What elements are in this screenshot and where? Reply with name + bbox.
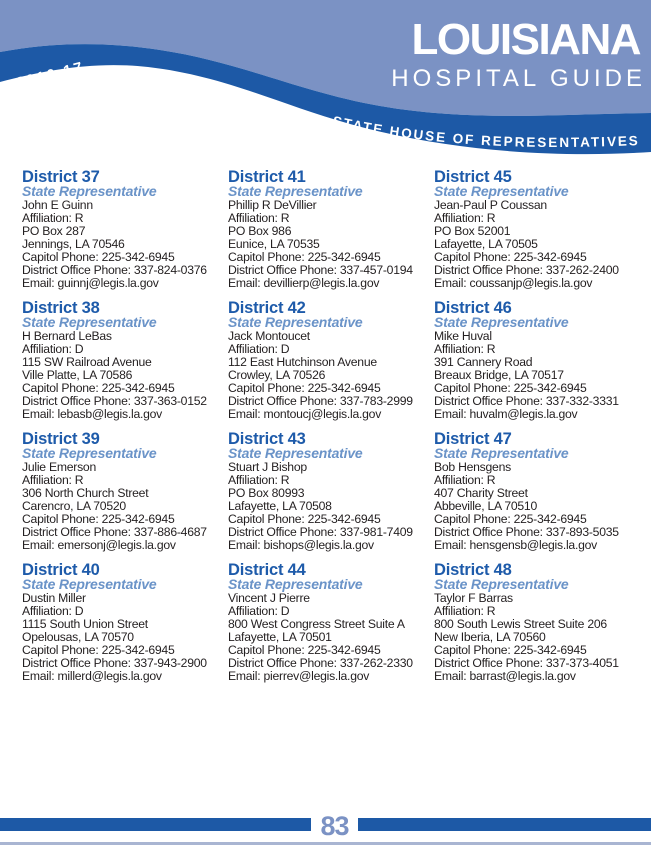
capitol-phone-line: Capitol Phone: 225-342-6945	[434, 642, 587, 657]
affiliation-line: Affiliation: D	[22, 603, 84, 618]
edition-label: 2016-17	[14, 58, 86, 92]
name-line: H Bernard LeBas	[22, 328, 112, 343]
role-label: State Representative	[22, 183, 157, 199]
banner-label: STATE HOUSE OF REPRESENTATIVES	[331, 113, 641, 150]
district-entry	[228, 170, 434, 301]
address-line-1: 1115 South Union Street	[22, 616, 148, 631]
district-entry	[434, 563, 640, 694]
email-line: Email: pierrev@legis.la.gov	[228, 669, 370, 684]
email-line: Email: hensgensb@legis.la.gov	[434, 538, 597, 553]
district-heading: District 38	[22, 299, 100, 317]
address-line-2: Breaux Bridge, LA 70517	[434, 367, 564, 382]
district-entry	[434, 301, 640, 432]
capitol-phone-line: Capitol Phone: 225-342-6945	[22, 511, 175, 526]
address-line-2: Abbeville, LA 70510	[434, 498, 537, 513]
role-label: State Representative	[434, 314, 569, 330]
address-line-1: 306 North Church Street	[22, 485, 149, 500]
role-label: State Representative	[434, 445, 569, 461]
affiliation-line: Affiliation: R	[228, 472, 290, 487]
district-phone-line: District Office Phone: 337-981-7409	[228, 524, 413, 539]
role-label: State Representative	[434, 183, 569, 199]
email-line: Email: millerd@legis.la.gov	[22, 669, 162, 684]
affiliation-line: Affiliation: R	[434, 341, 496, 356]
capitol-phone-line: Capitol Phone: 225-342-6945	[228, 249, 381, 264]
affiliation-line: Affiliation: R	[22, 472, 84, 487]
district-heading: District 43	[228, 430, 306, 448]
role-label: State Representative	[22, 445, 157, 461]
name-line: Phillip R DeVillier	[228, 197, 317, 212]
name-line: Dustin Miller	[22, 590, 86, 605]
district-entry	[22, 170, 228, 301]
district-heading: District 41	[228, 168, 306, 186]
name-line: Julie Emerson	[22, 459, 96, 474]
affiliation-line: Affiliation: R	[434, 603, 496, 618]
address-line-2: Lafayette, LA 70508	[228, 498, 332, 513]
district-heading: District 45	[434, 168, 512, 186]
capitol-phone-line: Capitol Phone: 225-342-6945	[434, 511, 587, 526]
district-entry	[228, 301, 434, 432]
affiliation-line: Affiliation: R	[434, 472, 496, 487]
district-phone-line: District Office Phone: 337-943-2900	[22, 655, 207, 670]
district-phone-line: District Office Phone: 337-457-0194	[228, 262, 413, 277]
district-phone-line: District Office Phone: 337-373-4051	[434, 655, 619, 670]
district-heading: District 47	[434, 430, 512, 448]
email-line: Email: devillierp@legis.la.gov	[228, 276, 380, 291]
district-phone-line: District Office Phone: 337-893-5035	[434, 524, 619, 539]
role-label: State Representative	[228, 576, 363, 592]
address-line-1: PO Box 52001	[434, 223, 511, 238]
email-line: Email: bishops@legis.la.gov	[228, 538, 374, 553]
capitol-phone-line: Capitol Phone: 225-342-6945	[228, 642, 381, 657]
email-line: Email: barrast@legis.la.gov	[434, 669, 576, 684]
email-line: Email: emersonj@legis.la.gov	[22, 538, 176, 553]
district-entry	[228, 432, 434, 563]
address-line-1: PO Box 287	[22, 223, 86, 238]
address-line-2: Crowley, LA 70526	[228, 367, 326, 382]
address-line-2: New Iberia, LA 70560	[434, 629, 546, 644]
email-line: Email: coussanjp@legis.la.gov	[434, 276, 593, 291]
district-heading: District 39	[22, 430, 100, 448]
name-line: Mike Huval	[434, 328, 492, 343]
affiliation-line: Affiliation: D	[228, 603, 290, 618]
district-phone-line: District Office Phone: 337-783-2999	[228, 393, 413, 408]
district-heading: District 37	[22, 168, 100, 186]
email-line: Email: guinnj@legis.la.gov	[22, 276, 159, 291]
footer-rule-left	[0, 818, 311, 831]
role-label: State Representative	[228, 183, 363, 199]
address-line-1: 800 West Congress Street Suite A	[228, 616, 405, 631]
capitol-phone-line: Capitol Phone: 225-342-6945	[22, 249, 175, 264]
capitol-phone-line: Capitol Phone: 225-342-6945	[228, 511, 381, 526]
guide-subtitle: HOSPITAL GUIDE	[391, 65, 646, 92]
address-line-1: PO Box 80993	[228, 485, 305, 500]
address-line-1: 115 SW Railroad Avenue	[22, 354, 152, 369]
role-label: State Representative	[22, 576, 157, 592]
footer-rule-right	[358, 818, 651, 831]
affiliation-line: Affiliation: R	[434, 210, 496, 225]
district-phone-line: District Office Phone: 337-824-0376	[22, 262, 207, 277]
address-line-1: 800 South Lewis Street Suite 206	[434, 616, 607, 631]
role-label: State Representative	[228, 445, 363, 461]
role-label: State Representative	[434, 576, 569, 592]
capitol-phone-line: Capitol Phone: 225-342-6945	[434, 380, 587, 395]
district-entry	[22, 301, 228, 432]
district-heading: District 40	[22, 561, 100, 579]
page-number: 83	[320, 811, 349, 841]
name-line: Stuart J Bishop	[228, 459, 307, 474]
affiliation-line: Affiliation: D	[228, 341, 290, 356]
address-line-2: Ville Platte, LA 70586	[22, 367, 133, 382]
district-heading: District 48	[434, 561, 512, 579]
email-line: Email: huvalm@legis.la.gov	[434, 407, 578, 422]
district-heading: District 44	[228, 561, 306, 579]
address-line-2: Jennings, LA 70546	[22, 236, 125, 251]
page-header	[0, 0, 651, 170]
address-line-1: 391 Cannery Road	[434, 354, 533, 369]
capitol-phone-line: Capitol Phone: 225-342-6945	[22, 380, 175, 395]
role-label: State Representative	[228, 314, 363, 330]
affiliation-line: Affiliation: D	[22, 341, 84, 356]
capitol-phone-line: Capitol Phone: 225-342-6945	[22, 642, 175, 657]
role-label: State Representative	[22, 314, 157, 330]
address-line-2: Lafayette, LA 70505	[434, 236, 538, 251]
district-phone-line: District Office Phone: 337-886-4687	[22, 524, 207, 539]
address-line-2: Carencro, LA 70520	[22, 498, 126, 513]
district-entry	[434, 432, 640, 563]
district-phone-line: District Office Phone: 337-363-0152	[22, 393, 207, 408]
district-entry	[22, 432, 228, 563]
district-phone-line: District Office Phone: 337-262-2330	[228, 655, 413, 670]
capitol-phone-line: Capitol Phone: 225-342-6945	[228, 380, 381, 395]
address-line-1: 407 Charity Street	[434, 485, 528, 500]
email-line: Email: lebasb@legis.la.gov	[22, 407, 163, 422]
guide-title: LOUISIANA	[411, 15, 640, 64]
address-line-2: Eunice, LA 70535	[228, 236, 320, 251]
representatives-directory	[22, 170, 640, 694]
district-entry	[434, 170, 640, 301]
affiliation-line: Affiliation: R	[22, 210, 84, 225]
name-line: Jean-Paul P Coussan	[434, 197, 547, 212]
district-heading: District 42	[228, 299, 306, 317]
district-phone-line: District Office Phone: 337-332-3331	[434, 393, 619, 408]
capitol-phone-line: Capitol Phone: 225-342-6945	[434, 249, 587, 264]
district-entry	[228, 563, 434, 694]
address-line-2: Opelousas, LA 70570	[22, 629, 134, 644]
email-line: Email: montoucj@legis.la.gov	[228, 407, 382, 422]
name-line: John E Guinn	[22, 197, 93, 212]
affiliation-line: Affiliation: R	[228, 210, 290, 225]
address-line-1: PO Box 986	[228, 223, 292, 238]
district-phone-line: District Office Phone: 337-262-2400	[434, 262, 619, 277]
name-line: Vincent J Pierre	[228, 590, 310, 605]
address-line-2: Lafayette, LA 70501	[228, 629, 332, 644]
district-heading: District 46	[434, 299, 512, 317]
district-entry	[22, 563, 228, 694]
name-line: Taylor F Barras	[434, 590, 513, 605]
name-line: Jack Montoucet	[228, 328, 310, 343]
address-line-1: 112 East Hutchinson Avenue	[228, 354, 377, 369]
name-line: Bob Hensgens	[434, 459, 511, 474]
